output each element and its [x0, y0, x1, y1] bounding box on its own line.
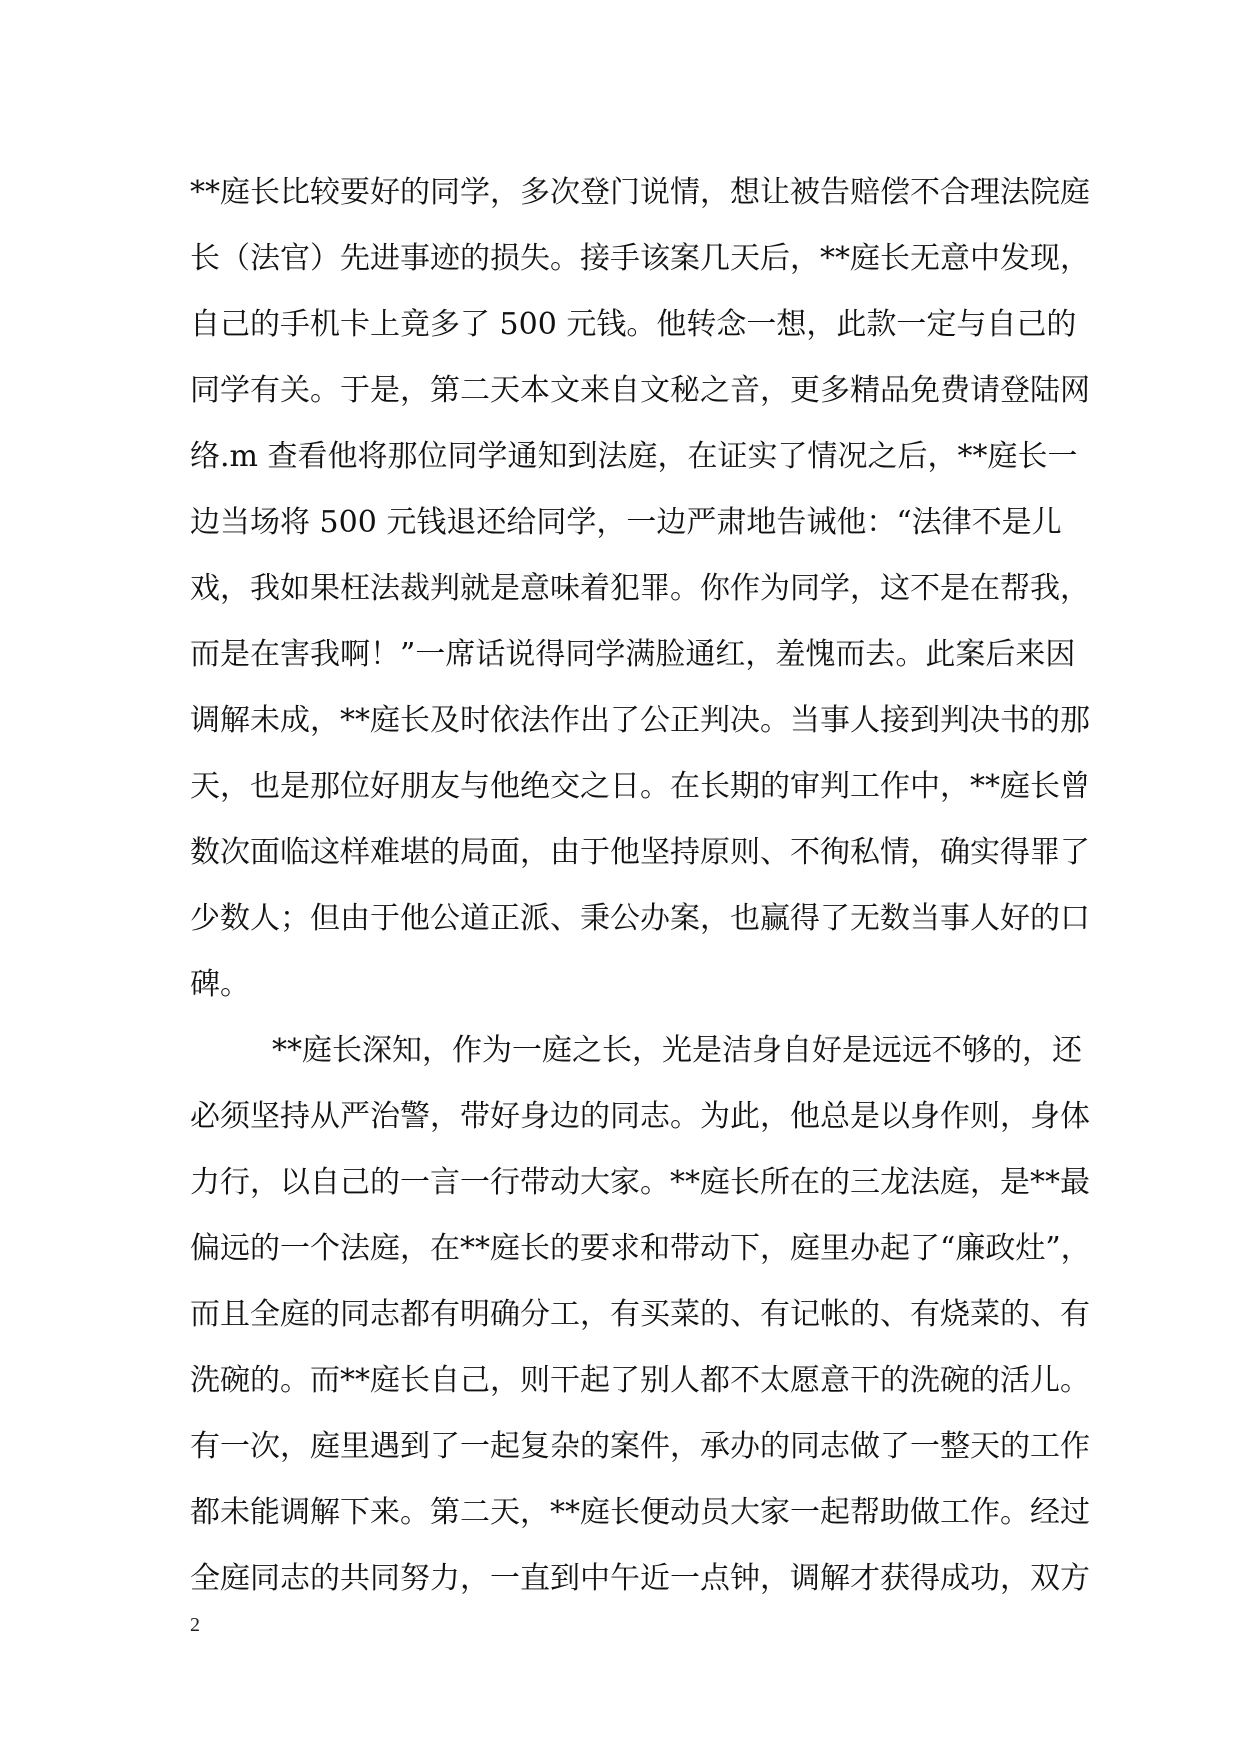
paragraph-2: [190, 1018, 1091, 1612]
text-line: 而是在害我啊！”一席话说得同学满脸通红，羞愧而去。此案后来因: [190, 637, 1076, 672]
text-line: 碑。: [190, 967, 250, 1002]
text-line: 全庭同志的共同努力，一直到中午近一点钟，调解才获得成功，双方: [190, 1561, 1090, 1596]
text-line: 调解未成，**庭长及时依法作出了公正判决。当事人接到判决书的那: [190, 703, 1090, 738]
text-line: 络.m 查看他将那位同学通知到法庭，在证实了情况之后，**庭长一: [190, 439, 1078, 474]
text-line: 偏远的一个法庭，在**庭长的要求和带动下，庭里办起了“廉政灶”，: [190, 1231, 1091, 1266]
paragraph-1: [190, 160, 1090, 1018]
text-line: 天，也是那位好朋友与他绝交之日。在长期的审判工作中，**庭长曾: [190, 769, 1090, 804]
text-line: 洗碗的。而**庭长自己，则干起了别人都不太愿意干的洗碗的活儿。: [190, 1363, 1090, 1398]
text-line: 而且全庭的同志都有明确分工，有买菜的、有记帐的、有烧菜的、有: [190, 1297, 1090, 1332]
text-line: 少数人；但由于他公道正派、秉公办案，也赢得了无数当事人好的口: [190, 901, 1090, 936]
text-line: 都未能调解下来。第二天，**庭长便动员大家一起帮助做工作。经过: [190, 1495, 1090, 1530]
text-line: **庭长比较要好的同学，多次登门说情，想让被告赔偿不合理法院庭: [190, 175, 1090, 210]
text-line: 同学有关。于是，第二天本文来自文秘之音，更多精品免费请登陆网: [190, 373, 1090, 408]
page-number: 2: [190, 1614, 200, 1636]
text-line: 自己的手机卡上竟多了 500 元钱。他转念一想，此款一定与自己的: [190, 307, 1077, 342]
text-line: **庭长深知，作为一庭之长，光是洁身自好是远远不够的，还: [272, 1033, 1082, 1068]
text-line: 长（法官）先进事迹的损失。接手该案几天后，**庭长无意中发现，: [190, 241, 1090, 276]
text-line: 力行，以自己的一言一行带动大家。**庭长所在的三龙法庭，是**最: [190, 1165, 1090, 1200]
text-line: 戏，我如果枉法裁判就是意味着犯罪。你作为同学，这不是在帮我，: [190, 571, 1090, 606]
text-line: 数次面临这样难堪的局面，由于他坚持原则、不徇私情，确实得罪了: [190, 835, 1090, 870]
body-text: [190, 160, 1091, 1612]
text-line: 边当场将 500 元钱退还给同学，一边严肃地告诫他：“法律不是儿: [190, 505, 1062, 540]
text-line: 必须坚持从严治警，带好身边的同志。为此，他总是以身作则，身体: [190, 1099, 1090, 1134]
text-line: 有一次，庭里遇到了一起复杂的案件，承办的同志做了一整天的工作: [190, 1429, 1090, 1464]
